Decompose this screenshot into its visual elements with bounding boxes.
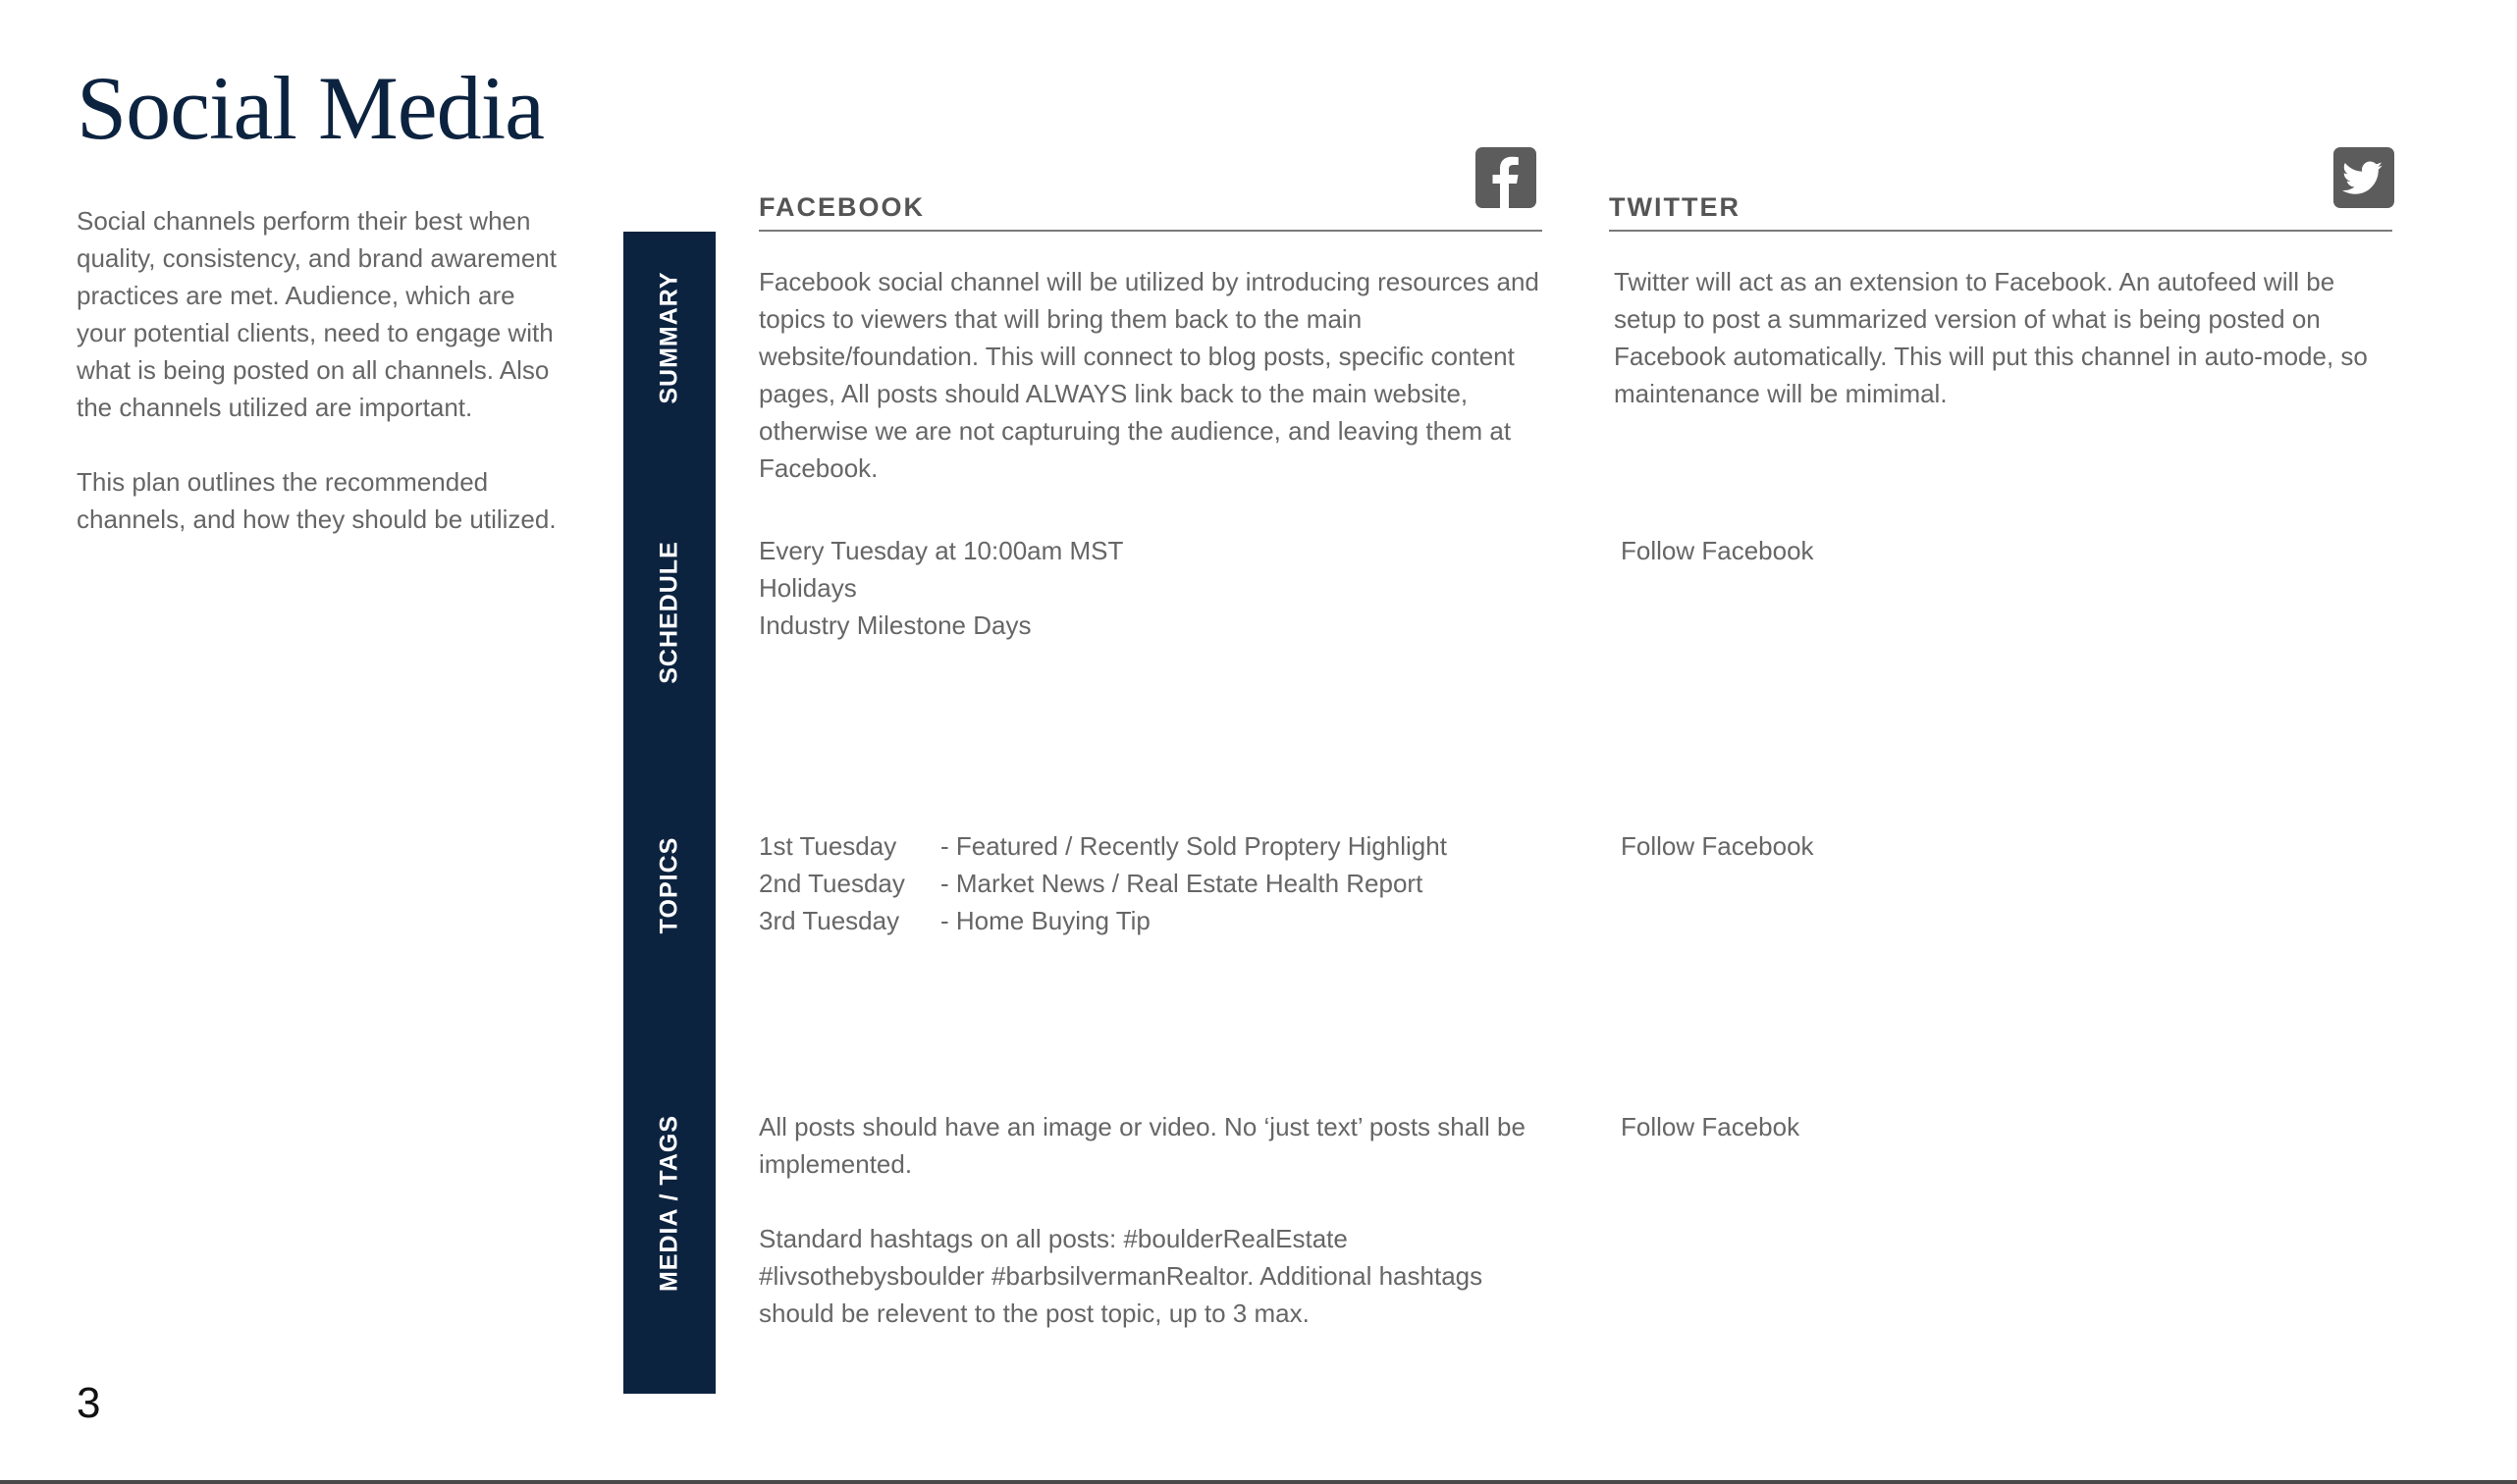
facebook-topics <box>759 827 1544 939</box>
schedule-item: Industry Milestone Days <box>759 610 1032 640</box>
topic-day: 3rd Tuesday <box>759 906 900 935</box>
schedule-item: Holidays <box>759 573 857 603</box>
topic-description: - Featured / Recently Sold Proptery Highlight <box>940 831 1447 861</box>
schedule-item: Every Tuesday at 10:00am MST <box>759 536 1124 565</box>
twitter-header-rule <box>1609 230 2392 232</box>
bottom-divider <box>0 1480 2517 1484</box>
topic-day: 1st Tuesday <box>759 831 897 861</box>
topic-row <box>759 827 1544 865</box>
topic-description: - Market News / Real Estate Health Report <box>940 869 1423 898</box>
twitter-media-tags: Follow Facebok <box>1621 1112 1800 1141</box>
twitter-column-header: TWITTER <box>1609 192 1740 222</box>
intro-paragraph: Social channels perform their best when quality, consistency, and brand awarement practices are met. Audience, which are your potential clients, need to engage with what is being posted on all channels. Also the channels utilized are important. <box>77 206 557 422</box>
facebook-media-tags <box>759 1108 1544 1332</box>
page-title: Social Media <box>77 58 544 158</box>
row-label-band <box>623 232 716 1394</box>
row-label-summary: SUMMARY <box>655 271 683 404</box>
topic-description: - Home Buying Tip <box>940 906 1151 935</box>
twitter-summary: Twitter will act as an extension to Facebook. An autofeed will be setup to post a summarized version of what is being posted on Facebook automatically. This will put this channel in auto-mode, so maintenance will be mimimal. <box>1614 267 2368 408</box>
page-number: 3 <box>77 1379 101 1427</box>
hashtags-paragraph: Standard hashtags on all posts: #boulderRealEstate #livsothebysboulder #barbsilvermanRealtor. Additional hashtags should be relevent to the post topic, up to 3 max. <box>759 1224 1483 1328</box>
facebook-schedule <box>759 532 1544 644</box>
row-label-topics: TOPICS <box>655 836 683 934</box>
intro-text <box>77 202 567 575</box>
row-label-media-tags: MEDIA / TAGS <box>655 1114 683 1293</box>
twitter-topics: Follow Facebook <box>1621 831 1814 861</box>
row-label-schedule: SCHEDULE <box>655 541 683 684</box>
intro-paragraph: This plan outlines the recommended channels, and how they should be utilized. <box>77 467 557 534</box>
facebook-header-rule <box>759 230 1542 232</box>
twitter-schedule: Follow Facebook <box>1621 536 1814 565</box>
media-paragraph: All posts should have an image or video. No ‘just text’ posts shall be implemented. <box>759 1112 1526 1179</box>
topic-day: 2nd Tuesday <box>759 869 905 898</box>
facebook-column-header: FACEBOOK <box>759 192 926 222</box>
twitter-icon <box>2333 147 2394 208</box>
topic-row <box>759 865 1544 902</box>
topic-row <box>759 902 1544 939</box>
facebook-summary: Facebook social channel will be utilized by introducing resources and topics to viewers that will bring them back to the main website/foundation. This will connect to blog posts, specific content pages, All posts should ALWAYS link back to the main website, otherwise we are not capturuing the audience, and leaving them at Facebook. <box>759 267 1539 483</box>
facebook-icon <box>1475 147 1536 208</box>
